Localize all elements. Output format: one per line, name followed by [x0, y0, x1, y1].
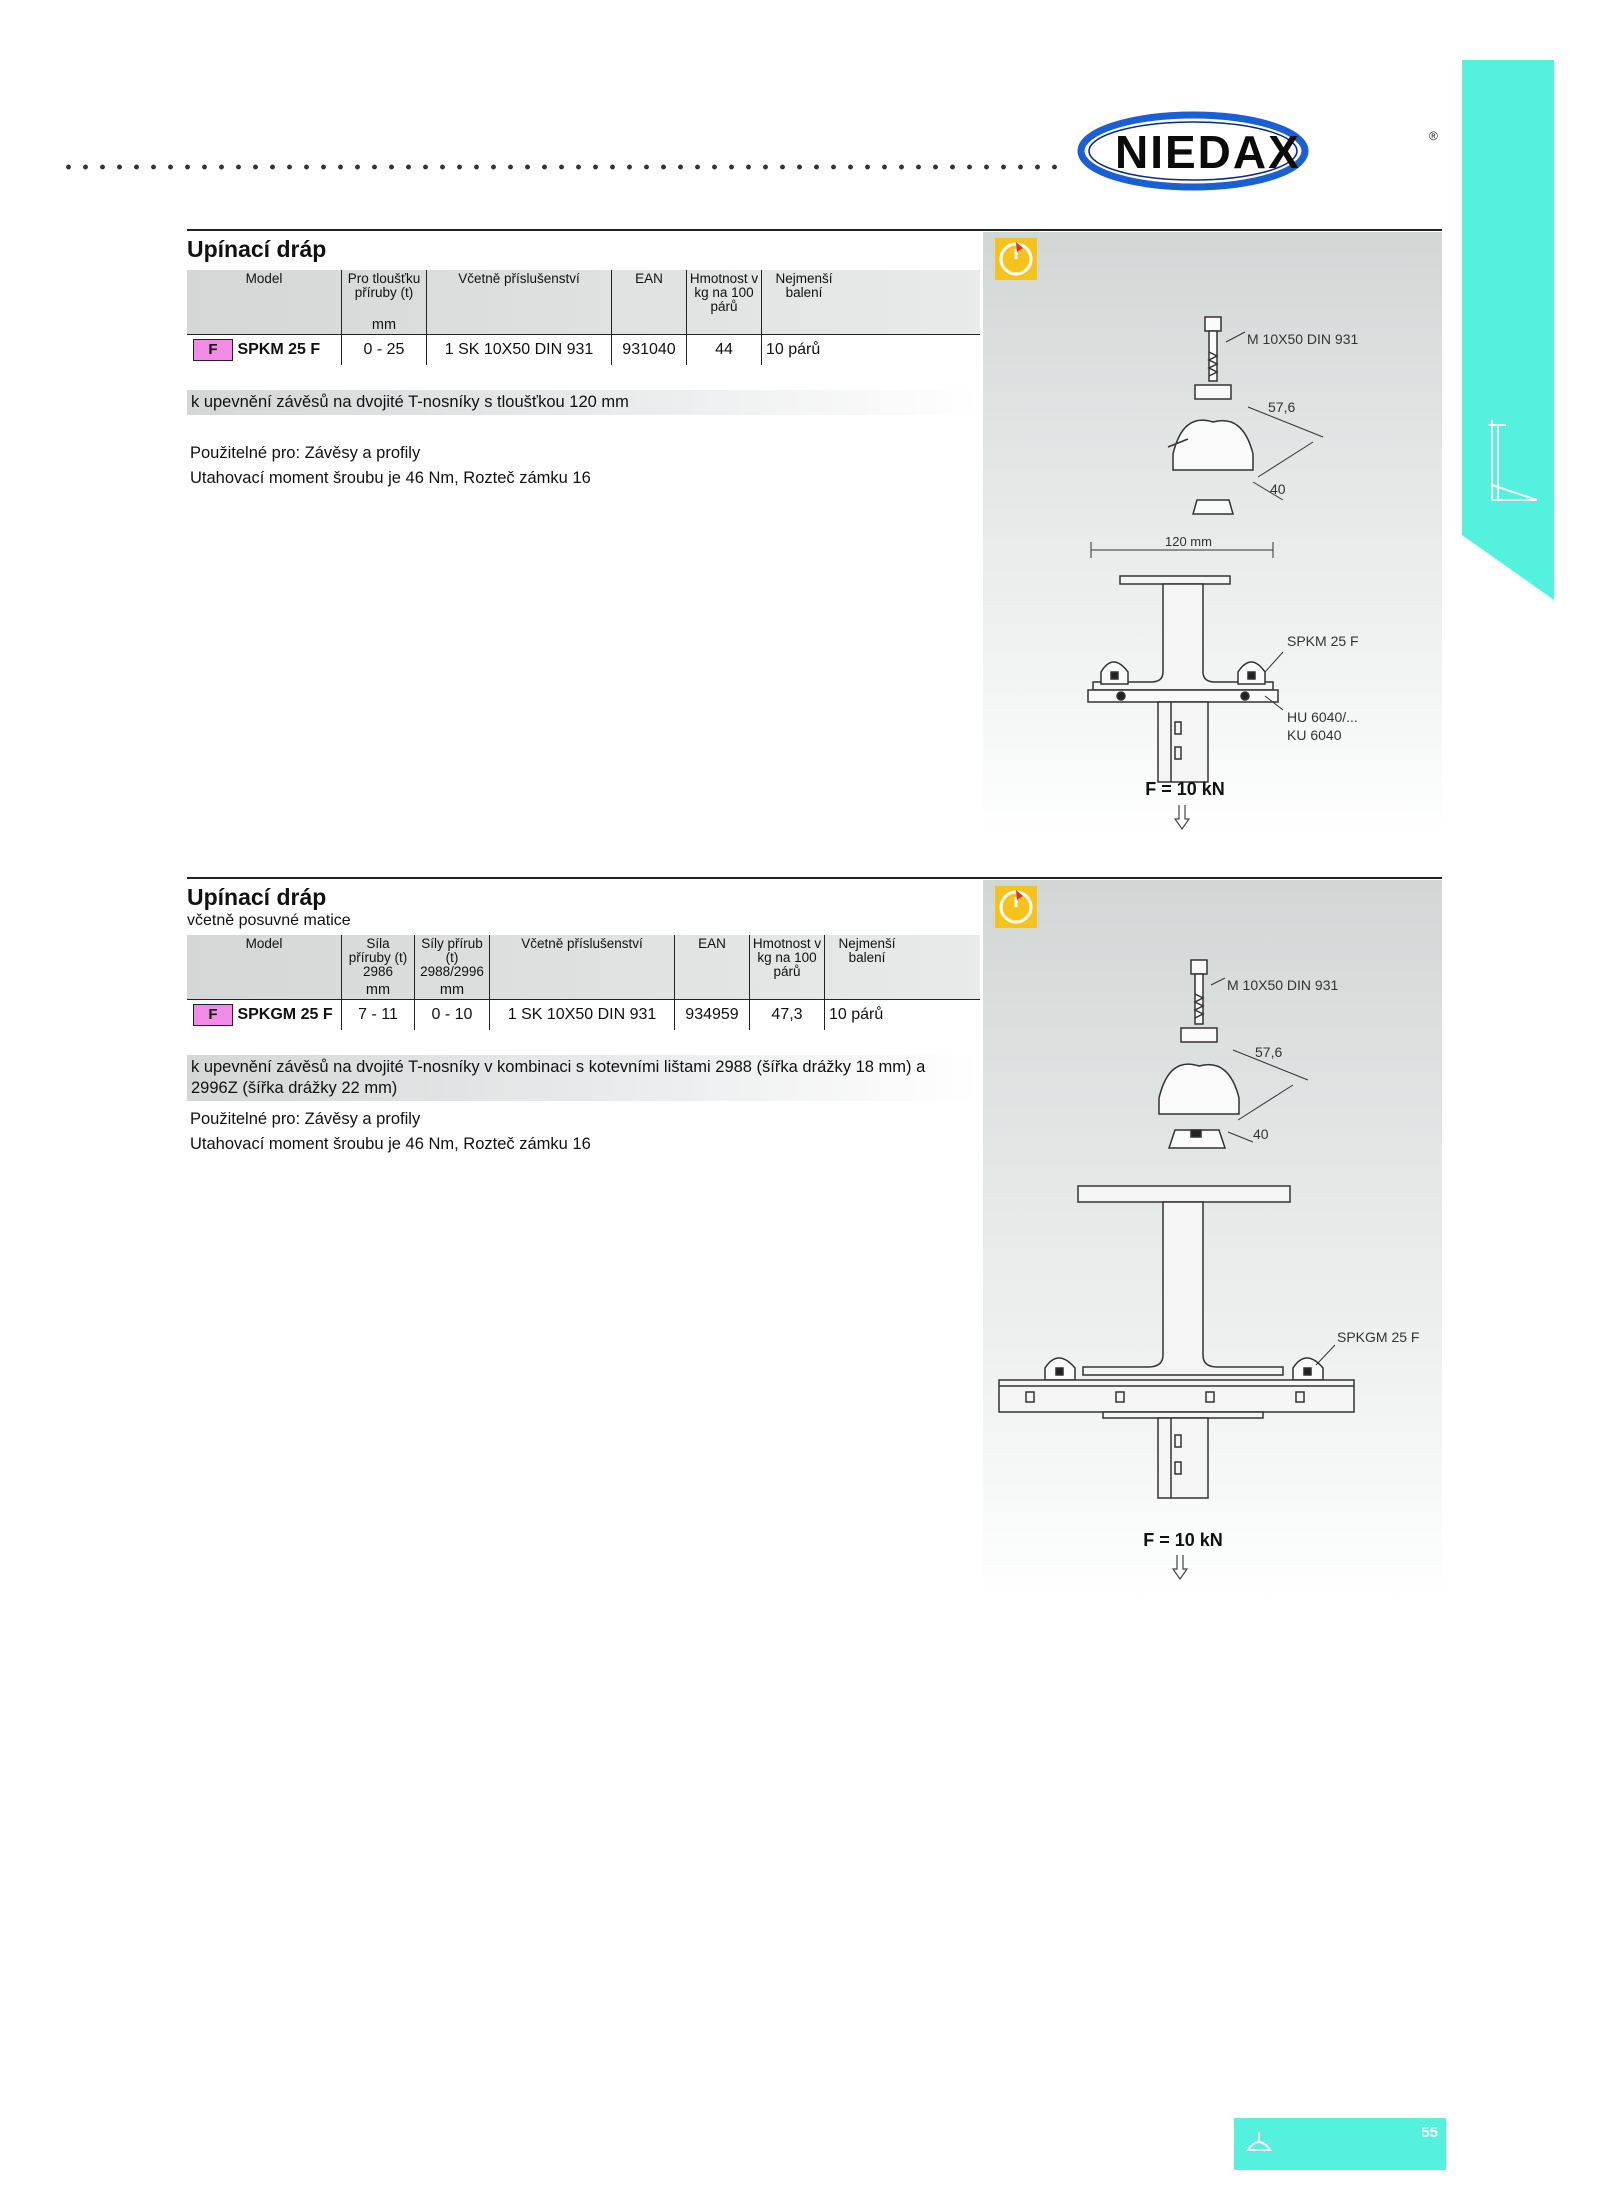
col-thickness-2988: Síly přírub (t) 2988/2996: [415, 935, 490, 981]
thickness-2-value: 0 - 10: [415, 1000, 490, 1031]
bolt-label: M 10X50 DIN 931: [1247, 331, 1359, 347]
torque-note: Utahovací moment šroubu je 46 Nm, Rozteč zámku 16: [190, 469, 591, 487]
torque-note: Utahovací moment šroubu je 46 Nm, Rozteč zámku 16: [190, 1135, 591, 1153]
pack-value: 10 párů: [762, 335, 847, 366]
section-rule: [187, 877, 1442, 879]
col-ean: EAN: [675, 935, 750, 981]
col-model: Model: [245, 936, 283, 951]
dim-57-6: 57,6: [1255, 1044, 1283, 1060]
model-value: SPKM 25 F: [237, 341, 321, 358]
usable-for: Použitelné pro: Závěsy a profily: [190, 1110, 421, 1128]
torque-icon: [995, 886, 1037, 928]
f-badge: F: [193, 339, 233, 361]
force-label: F = 10 kN: [1145, 779, 1225, 799]
col-pack: Nejmenší balení: [825, 935, 910, 981]
hanger-symbol-icon: [1244, 2130, 1274, 2156]
i-beam: [1078, 1186, 1290, 1375]
hanger-channel: [1158, 1418, 1208, 1498]
unit-row: [187, 981, 980, 1000]
torque-icon: [995, 238, 1037, 280]
dim-40: 40: [1253, 1126, 1269, 1142]
diagram-panel: [983, 880, 1442, 1600]
channel-label-1: HU 6040/...: [1287, 709, 1358, 725]
weight-value: 47,3: [750, 1000, 825, 1031]
section-rule: [187, 229, 1442, 231]
thickness-1-value: 7 - 11: [342, 1000, 415, 1031]
accessory-value: 1 SK 10X50 DIN 931: [427, 335, 612, 366]
table-header: [187, 935, 980, 981]
col-ean: EAN: [612, 270, 687, 316]
dotted-rule: [60, 160, 1060, 174]
unit-thickness-2: mm: [415, 981, 490, 1000]
col-weight: Hmotnost v kg na 100 párů: [687, 270, 762, 316]
channel-label-2: KU 6040: [1287, 727, 1342, 743]
table-header: [187, 270, 980, 316]
unit-row: [187, 316, 980, 335]
width-label: 120 mm: [1165, 534, 1212, 549]
thickness-value: 0 - 25: [342, 335, 427, 366]
table-row: [187, 335, 980, 366]
niedax-logo: [1075, 108, 1445, 194]
hanger-channel: [1158, 702, 1208, 782]
force-label: F = 10 kN: [1143, 1530, 1223, 1550]
col-thickness: Pro tloušťku příruby (t): [342, 270, 427, 316]
dim-57-6: 57,6: [1268, 399, 1296, 415]
col-weight: Hmotnost v kg na 100 párů: [750, 935, 825, 981]
anchor-rail: [999, 1380, 1354, 1418]
col-pack: Nejmenší balení: [762, 270, 847, 316]
bolt-label: M 10X50 DIN 931: [1227, 977, 1339, 993]
f-badge: F: [193, 1004, 233, 1026]
section-subtitle: včetně posuvné matice: [187, 912, 351, 929]
usable-for: Použitelné pro: Závěsy a profily: [190, 444, 421, 462]
dim-40: 40: [1270, 481, 1286, 497]
unit-thickness: mm: [342, 316, 427, 335]
ean-value: 931040: [612, 335, 687, 366]
logo-text: NIEDAX: [1115, 126, 1301, 178]
col-model: Model: [245, 271, 283, 286]
ean-value: 934959: [675, 1000, 750, 1031]
side-tab: [1462, 60, 1554, 600]
section-title: Upínací dráp: [187, 236, 327, 262]
bolt-assembly: [1168, 317, 1253, 514]
col-thickness-2986: Síla příruby (t) 2986: [342, 935, 415, 981]
force-arrow-icon: [1173, 1555, 1187, 1579]
section-title: Upínací dráp: [187, 884, 327, 910]
registered-mark: ®: [1429, 129, 1438, 143]
footer-tab: [1234, 2118, 1446, 2170]
spec-table: [187, 270, 980, 365]
table-row: [187, 1000, 980, 1031]
force-arrow-icon: [1175, 805, 1189, 829]
col-accessory: Včetně příslušenství: [427, 270, 612, 316]
accessory-value: 1 SK 10X50 DIN 931: [490, 1000, 675, 1031]
unit-thickness-1: mm: [342, 981, 415, 1000]
clamp-label: SPKM 25 F: [1287, 633, 1359, 649]
pack-value: 10 párů: [825, 1000, 910, 1031]
description: k upevnění závěsů na dvojité T-nosníky s tloušťkou 120 mm: [187, 390, 980, 415]
spec-table: [187, 935, 980, 1030]
col-accessory: Včetně příslušenství: [490, 935, 675, 981]
page-number: 55: [1421, 2124, 1438, 2141]
weight-value: 44: [687, 335, 762, 366]
diagram-panel: [983, 232, 1442, 832]
model-value: SPKGM 25 F: [237, 1006, 333, 1023]
description: k upevnění závěsů na dvojité T-nosníky v kombinaci s kotevními lištami 2988 (šířka drážky 18 mm) a 2996Z (šířka drážky 22 mm): [187, 1055, 980, 1101]
clamp-label: SPKGM 25 F: [1337, 1329, 1420, 1345]
